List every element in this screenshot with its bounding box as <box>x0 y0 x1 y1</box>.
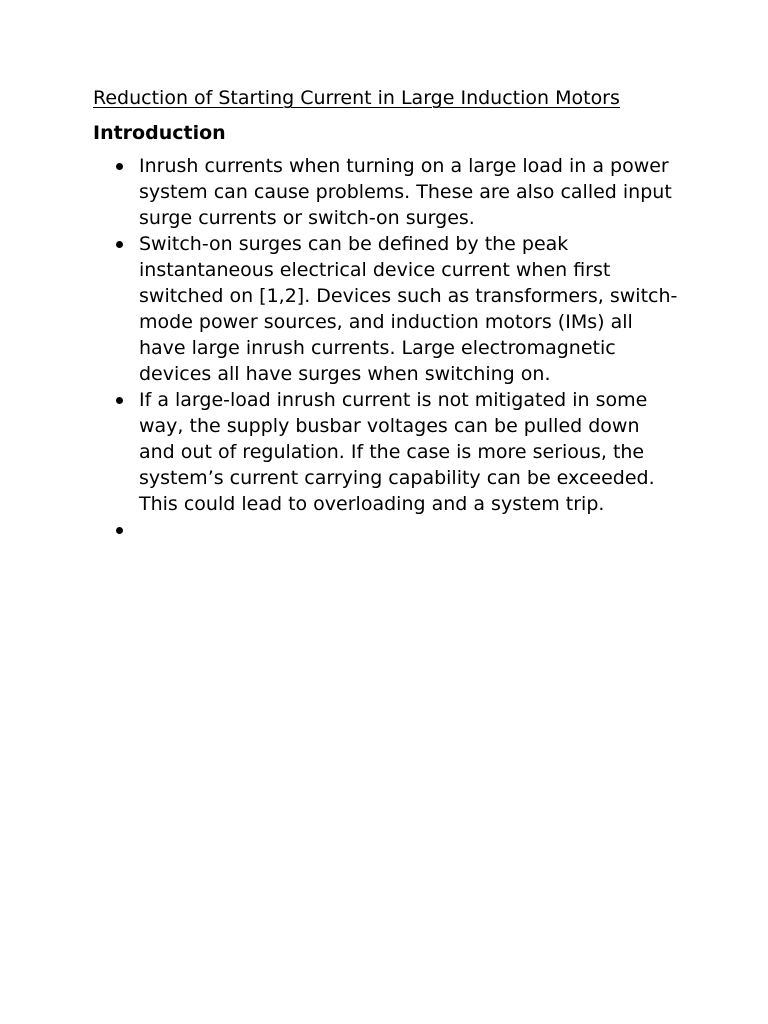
list-item <box>93 387 678 517</box>
bullet-icon <box>116 397 123 404</box>
bullet-icon <box>116 241 123 248</box>
bullet-text: Inrush currents when turning on a large load in a power system can cause problems. These are also called input surge currents or switch-on surges. <box>139 155 672 229</box>
bullet-text: Switch-on surges can be defined by the peak instantaneous electrical device current when first switched on [1,2]. Devices such as transformers, switch-mode power sources, and induction motors (IMs) all have large inrush currents. Large electromagnetic devices all have surges when switching on. <box>139 233 678 385</box>
section-heading-introduction: Introduction <box>93 122 226 144</box>
bullet-icon <box>116 527 123 534</box>
bullet-text: If a large-load inrush current is not mitigated in some way, the supply busbar voltages can be pulled down and out of regulation. If the case is more serious, the system’s current carrying capability can be exceeded. This could lead to overloading and a system trip. <box>139 389 655 515</box>
bullet-icon <box>116 163 123 170</box>
bullet-list <box>93 153 678 543</box>
list-item-empty[interactable] <box>93 517 678 543</box>
list-item <box>93 231 678 387</box>
list-item <box>93 153 678 231</box>
document-title: Reduction of Starting Current in Large Induction Motors <box>93 87 620 109</box>
